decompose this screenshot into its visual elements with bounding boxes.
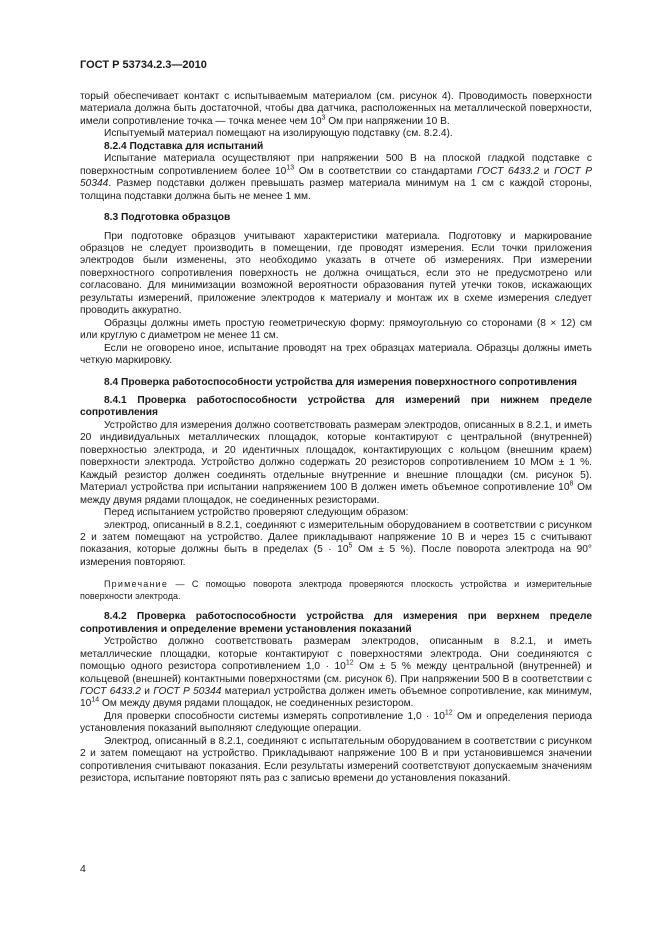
paragraph xyxy=(80,736,592,786)
section-heading: 8.4 Проверка работоспособности устройства для измерения поверхностного сопротивления xyxy=(104,376,578,388)
paragraph xyxy=(80,507,592,519)
text-run: Электрод, описанный в 8.2.1, соединяют с испытательным оборудованием в соответствии с рисунком 2 и затем помещают на устройство. Прикладывают напряжение 100 В и при установившемся значении сопротивления считывают показания. Если результаты измерений соответствуют допускаемым значениям резистора, испытание повторяют пять раз с записью времени до установления показаний. xyxy=(80,735,592,785)
note-label: Примечание xyxy=(104,579,169,590)
text-run: Устройство для измерения должно соответствовать размерам электродов, описанных в 8.2.1, и иметь 20 индивидуальных металлических площадок, которые контактируют с центральной (внутренней) поверхностью электрода, и 20 идентичных площадок, контактирующих с кольцом (внешним краем) поверхности электрода. Устройство должно содержать 20 резисторов сопротивлением 10 МОм ± 1 %. Каждый резистор должен соединять отдельные внутренние и внешние площадки (см. рисунок 5). Материал устройства при испытании напряжением 100 В должен иметь объемное сопротивление 10 xyxy=(80,419,592,494)
superscript: 12 xyxy=(444,709,453,717)
standard-header: ГОСТ Р 53734.2.3—2010 xyxy=(80,59,207,71)
text-run: Испытание материала осуществляют при напряжении 500 В на плоской гладкой подставке с поверхностным сопротивлением более 10 xyxy=(80,153,592,177)
page-number: 4 xyxy=(80,863,86,875)
text-run: Испытуемый материал помещают на изолирующую подставку (см. 8.2.4). xyxy=(104,128,453,140)
superscript: 13 xyxy=(286,164,295,172)
standard-reference: ГОСТ 6433.2 xyxy=(80,686,141,698)
text-run: Устройство должно соответствовать размерам электродов, описанным в 8.2.1, и иметь металлические площадки, которые контактируют с поверхностями электрода. Они соединяются с помощью одного резистора сопротивлением 1,0 · 10 xyxy=(80,636,592,673)
section-heading: 8.4.1 Проверка работоспособности устройства для измерений при нижнем пределе сопротивления xyxy=(80,394,592,419)
standard-reference: ГОСТ Р 50344 xyxy=(153,686,222,698)
paragraph xyxy=(80,420,592,507)
superscript: 14 xyxy=(91,697,100,705)
document-body xyxy=(80,91,592,786)
spacer xyxy=(80,602,592,611)
superscript: 5 xyxy=(348,543,353,551)
standard-reference: ГОСТ 6433.2 xyxy=(476,165,540,177)
paragraph xyxy=(80,128,592,140)
text-run: Ом при напряжении 10 В. xyxy=(325,115,450,127)
text-run: Ом ± 5 % между центральной (внутренней) и кольцевой (внешней) контактными поверхностями (см. рисунок 6). При напряжении 500 В в соответствии с xyxy=(80,661,592,685)
paragraph xyxy=(80,231,592,318)
text-run: материал устройства должен иметь объемное сопротивление, как минимум, 10 xyxy=(80,686,593,710)
text-run: При подготовке образцов учитывают характеристики материала. Подготовку и маркирование образцов не следует производить в помещении, где проводят измерения. Если точки приложения электродов были изменены, это необходимо указать в отчете об измерениях. При измерении поверхностного сопротивления поверхность не должна очищаться, если это не предусмотрено или согласовано. Для минимизации возможной вероятности образования путей утечки токов, искажающих результаты измерений, приложение электродов к материалу и монтаж их в схеме измерения следует проводить аккуратно. xyxy=(80,230,592,317)
spacer xyxy=(80,569,592,578)
paragraph xyxy=(80,520,592,570)
text-run: . Размер подставки должен превышать размер материала минимум на 1 см с каждой стороны, толщина подставки должна быть не менее 1 мм. xyxy=(80,178,592,202)
text-run: Ом ± 5 %). После поворота электрода на 90° измерения повторяют. xyxy=(80,544,592,568)
text-run: Ом в соответствии со стандартами xyxy=(294,165,477,177)
paragraph xyxy=(80,318,592,343)
note xyxy=(80,578,592,602)
paragraph xyxy=(80,91,592,128)
text-run: Ом между двумя рядами площадок, не соединенных резистором. xyxy=(99,698,414,710)
text-run: и xyxy=(539,165,555,177)
text-run: электрод, описанный в 8.2.1, соединяют с измерительным оборудованием в соответствии с рисунком 2 и затем помещают на устройство. Далее прикладывают напряжение 10 В и через 15 с считывают показания, которые должны быть в пределах (5 · 10 xyxy=(80,519,592,556)
spacer xyxy=(80,368,592,377)
text-run: Если не оговорено иное, испытание проводят на трех образцах материала. Образцы должны иметь четкую маркировку. xyxy=(80,342,592,367)
superscript: 12 xyxy=(345,659,354,667)
spacer xyxy=(80,203,592,212)
text-run: Ом и определения периода установления показаний выполняют следующие операции. xyxy=(80,710,592,735)
paragraph xyxy=(80,711,592,736)
note-text: — С помощью поворота электрода проверяются плоскость устройства и измерительные поверхности электрода. xyxy=(80,579,592,602)
section-heading: 8.4.2 Проверка работоспособности устройства для измерения при верхнем пределе сопротивления и определение времени установления показаний xyxy=(80,611,592,635)
superscript: 8 xyxy=(569,480,574,488)
text-run: Ом между двумя рядами площадок, не соединенных резисторами. xyxy=(80,482,593,506)
superscript: 3 xyxy=(321,114,326,122)
paragraph xyxy=(80,636,592,711)
text-run: Для проверки способности системы измерять сопротивление 1,0 · 10 xyxy=(104,710,445,722)
text-run: и xyxy=(140,686,154,698)
paragraph xyxy=(80,153,592,203)
section-heading: 8.3 Подготовка образцов xyxy=(104,212,231,224)
standard-reference: ГОСТ Р 50344 xyxy=(80,165,593,190)
section-heading: 8.2.4 Подставка для испытаний xyxy=(104,140,264,152)
text-run: Образцы должны иметь простую геометрическую форму: прямоугольную со сторонами (8 × 12) см или круглую с диаметром не менее 11 см. xyxy=(80,317,592,342)
text-run: Перед испытанием устройство проверяют следующим образом: xyxy=(104,507,409,519)
paragraph xyxy=(80,343,592,368)
text-run: торый обеспечивает контакт с испытываемым материалом (см. рисунок 4). Проводимость поверхности материала должна быть достаточной, чтобы два датчика, расположенных на металлической поверхности, имели сопротивление точка — точка менее чем 10 xyxy=(80,91,592,127)
